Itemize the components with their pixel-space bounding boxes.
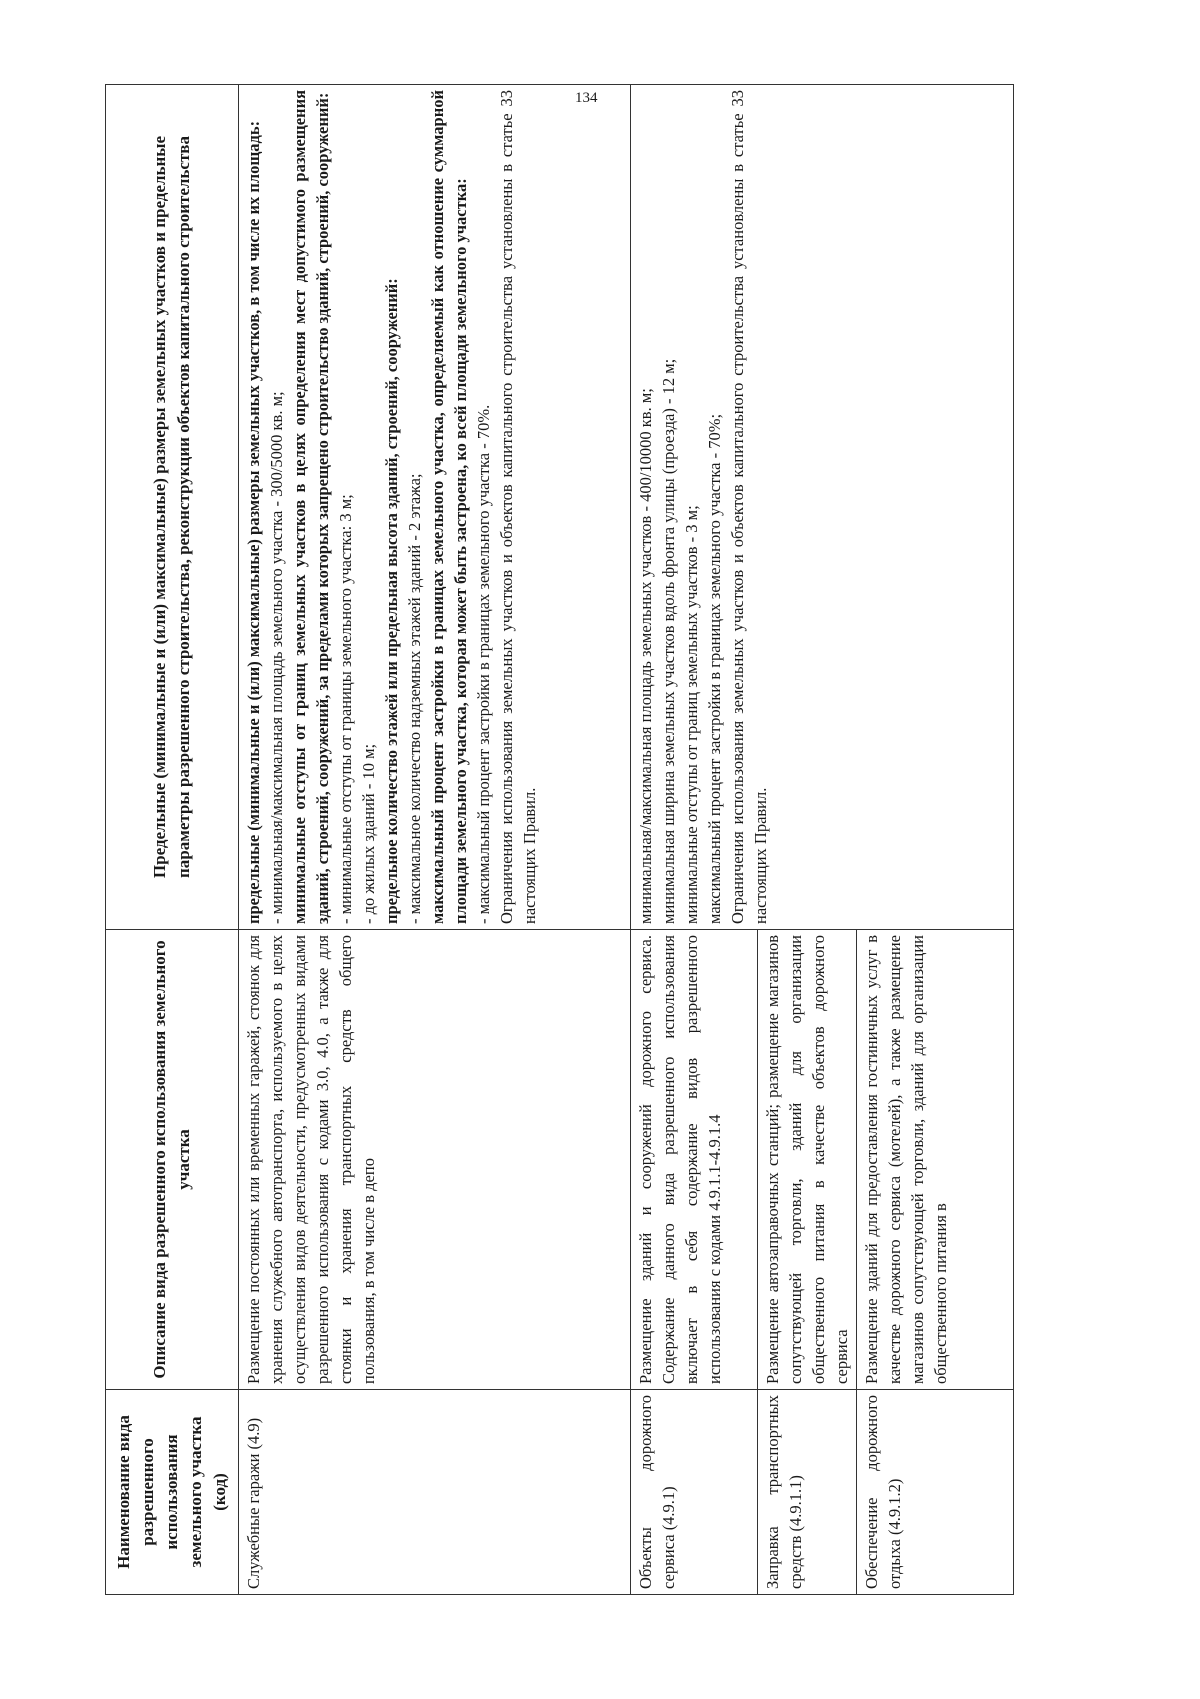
header-description: Описание вида разрешенного использования земельного участка <box>106 930 239 1390</box>
cell-name: Заправка транспортных средств (4.9.1.1) <box>758 1390 857 1595</box>
cell-name: Служебные гаражи (4.9) <box>239 1390 631 1595</box>
param-line: минимальная ширина земельных участков вдоль фронта улицы (проезда) - 12 м; <box>659 358 678 924</box>
param-line: - до жилых зданий - 10 м; <box>359 743 378 924</box>
param-line: Ограничения использования земельных участков и объектов капитального строительства установлены в статье 33 настоящих Правил. <box>497 90 539 924</box>
param-line: Ограничения использования земельных участков и объектов капитального строительства установлены в статье 33 настоящих Правил. <box>728 90 770 924</box>
param-line: - минимальная/максимальная площадь земельного участка - 300/5000 кв. м; <box>267 391 286 924</box>
param-line: минимальные отступы от границ земельных участков - 3 м; <box>682 505 701 924</box>
cell-params <box>239 85 631 930</box>
cell-name: Обеспечение дорожного отдыха (4.9.1.2) <box>857 1390 1014 1595</box>
param-line: максимальный процент застройки в границах земельного участка, определяемый как отношение суммарной площади земельного участка, которая может быть застроена, ко всей площади земельного участка: <box>428 90 470 924</box>
table-header-row <box>106 85 239 1595</box>
table-row <box>631 85 758 1595</box>
rotated-table-container <box>105 75 1115 1595</box>
table-row <box>239 85 631 1595</box>
header-params: Предельные (минимальные и (или) максимальные) размеры земельных участков и предельные параметры разрешенного строительства, реконструкции объектов капитального строительства <box>106 85 239 930</box>
param-line: - минимальные отступы от границы земельного участка: 3 м; <box>336 494 355 924</box>
param-line: минимальная/максимальная площадь земельных участков - 400/10000 кв. м; <box>636 388 655 924</box>
param-line: предельные (минимальные и (или) максимальные) размеры земельных участков, в том числе их площадь: <box>244 120 263 924</box>
param-line: - максимальный процент застройки в границах земельного участка - 70%. <box>474 404 493 924</box>
cell-params <box>631 85 1014 930</box>
param-line: - максимальное количество надземных этажей зданий - 2 этажа; <box>405 473 424 924</box>
page-number: 134 <box>575 90 598 106</box>
header-name: Наименование вида разрешенного использования земельного участка (код) <box>106 1390 239 1595</box>
cell-description: Размещение автозаправочных станций; размещение магазинов сопутствующей торговли, зданий для организации общественного питания в качестве объектов дорожного сервиса <box>758 930 857 1390</box>
cell-description: Размещение зданий для предоставления гостиничных услуг в качестве дорожного сервиса (мотелей), а также размещение магазинов сопутствующей торговли, зданий для организации общественного питания в <box>857 930 1014 1390</box>
cell-description: Размещение зданий и сооружений дорожного сервиса. Содержание данного вида разрешенного использования включает в себя содержание видов разрешенного использования с кодами 4.9.1.1-4.9.1.4 <box>631 930 758 1390</box>
param-line: предельное количество этажей или предельная высота зданий, строений, сооружений: <box>382 278 401 924</box>
cell-name: Объекты дорожного сервиса (4.9.1) <box>631 1390 758 1595</box>
param-line: минимальные отступы от границ земельных участков в целях определения мест допустимого размещения зданий, строений, сооружений, за пределами которых запрещено строительство зданий, строений, сооружений: <box>290 90 332 924</box>
regulation-table <box>105 84 1014 1595</box>
param-line: максимальный процент застройки в границах земельного участка - 70%; <box>705 413 724 924</box>
cell-description: Размещение постоянных или временных гаражей, стоянок для хранения служебного автотранспорта, используемого в целях осуществления видов деятельности, предусмотренных видами разрешенного использования с кодами 3.0, 4.0, а также для стоянки и хранения транспортных средств общего пользования, в том числе в депо <box>239 930 631 1390</box>
